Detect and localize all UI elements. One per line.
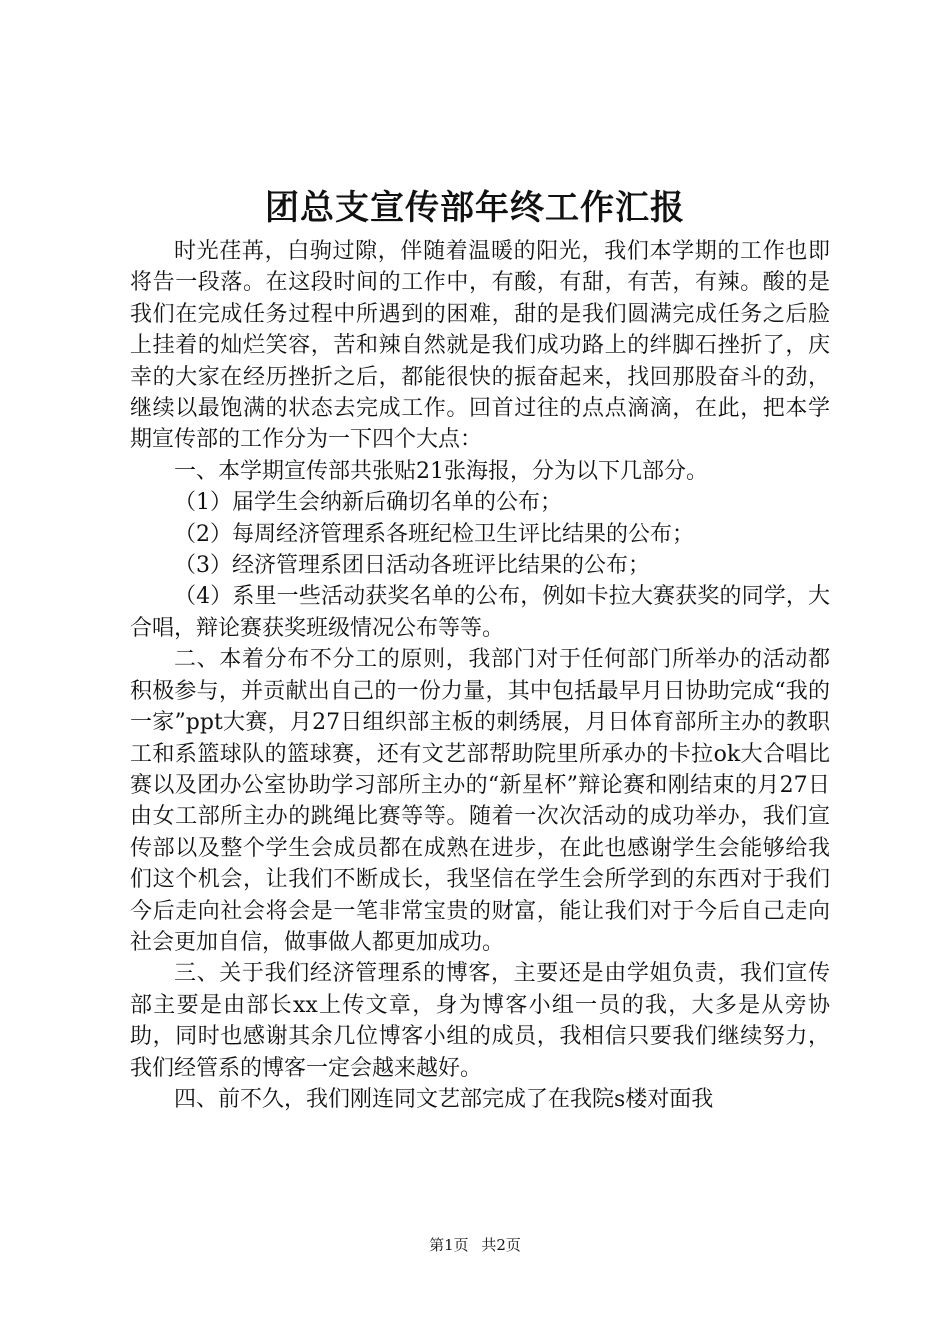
page-number: 第1页 — [429, 1236, 469, 1254]
list-item: （4）系里一些活动获奖名单的公布，例如卡拉大赛获奖的同学，大合唱，辩论赛获奖班级情况公布等等。 — [130, 584, 830, 641]
paragraph-section-four: 四、前不久，我们刚连同文艺部完成了在我院s楼对面我 — [174, 1086, 714, 1112]
paragraph-section-one: 一、本学期宣传部共张贴21张海报，分为以下几部分。 — [174, 458, 708, 484]
page-total: 共2页 — [481, 1236, 521, 1254]
paragraph-intro: 时光荏苒，白驹过隙，伴随着温暖的阳光，我们本学期的工作也即将告一段落。在这段时间的工作中，有酸，有甜，有苦，有辣。酸的是我们在完成任务过程中所遇到的困难，甜的是我们圆满完成任务之后脸上挂着的灿烂笑容，苦和辣自然就是我们成功路上的绊脚石挫折了，庆幸的大家在经历挫折之后，都能很快的振奋起来，找回那股奋斗的劲，继续以最饱满的状态去完成工作。回首过往的点点滴滴，在此，把本学期宣传部的工作分为一下四个大点： — [130, 239, 830, 453]
page-footer — [0, 1235, 950, 1255]
paragraph-section-two: 二、本着分布不分工的原则，我部门对于任何部门所举办的活动都积极参与，并贡献出自己的一份力量，其中包括最早月日协助完成“我的一家”ppt大赛，月27日组织部主板的刺绣展，月日体育部所主办的教职工和系篮球队的篮球赛，还有文艺部帮助院里所承办的卡拉ok大合唱比赛以及团办公室协助学习部所主办的“新星杯”辩论赛和刚结束的月27日由女工部所主办的跳绳比赛等等。随着一次次活动的成功举办，我们宣传部以及整个学生会成员都在成熟在进步，在此也感谢学生会能够给我们这个机会，让我们不断成长，我坚信在学生会所学到的东西对于我们今后走向社会将会是一笔非常宝贵的财富，能让我们对于今后自己走向社会更加自信，做事做人都更加成功。 — [130, 647, 830, 955]
paragraph-section-three: 三、关于我们经济管理系的博客，主要还是由学姐负责，我们宣传部主要是由部长xx上传文章，身为博客小组一员的我，大多是从旁协助，同时也感谢其余几位博客小组的成员，我相信只要我们继续努力，我们经管系的博客一定会越来越好。 — [130, 961, 830, 1081]
document-title: 团总支宣传部年终工作汇报 — [265, 188, 685, 228]
list-item: （3）经济管理系团日活动各班评比结果的公布； — [174, 553, 650, 579]
document-body — [130, 236, 830, 1115]
list-item: （1）届学生会纳新后确切名单的公布； — [174, 490, 562, 516]
list-item: （2）每周经济管理系各班纪检卫生评比结果的公布； — [174, 521, 694, 547]
